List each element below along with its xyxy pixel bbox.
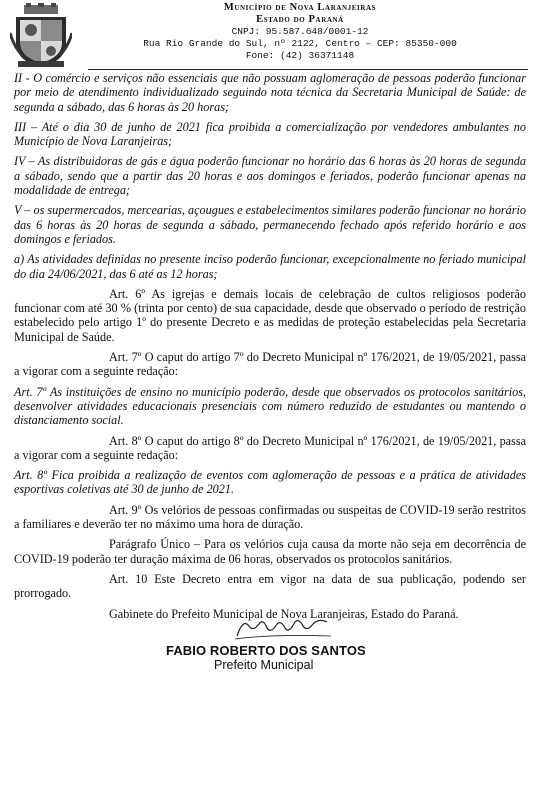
cnpj: CNPJ: 95.587.648/0001-12 (231, 26, 369, 37)
article-7-quote: Art. 7º As instituições de ensino no município poderão, desde que observados os protocolos sanitários, desenvolver atividades educacionais presenciais com número reduzido de estudantes ou mantendo o distanciamento social. (14, 384, 526, 428)
article-10: Art. 10 Este Decreto entra em vigor na data de sua publicação, podendo ser prorrogado. (14, 571, 526, 601)
letterhead-text (90, 2, 510, 62)
item-v-a: a) As atividades definidas no presente inciso poderão funcionar, excepcionalmente no feriado municipal do dia 24/06/2021, das 6 até as 12 horas; (14, 252, 526, 281)
article-9-paragraph: Parágrafo Único – Para os velórios cuja causa da morte não seja em decorrência de COVID-19 poderão ter duração máxima de 06 horas, observados os protocolos sanitários. (14, 537, 526, 566)
coat-of-arms-icon (10, 3, 72, 69)
handwritten-signature-icon (233, 612, 333, 642)
article-8-quote: Art. 8º Fica proibida a realização de eventos com aglomeração de pessoas e a prática de atividades esportivas coletivas até 30 de junho de 2021. (14, 468, 526, 497)
state-name: Estado do Paraná (256, 14, 344, 25)
item-iii: III – Até o dia 30 de junho de 2021 fica proibida a comercialização por vendedores ambulantes no Município de Nova Laranjeiras; (14, 119, 526, 149)
closing-line: Gabinete do Prefeito Municipal de Nova Laranjeiras, Estado do Paraná. (109, 606, 459, 621)
decree-body (14, 71, 526, 627)
article-6: Art. 6º As igrejas e demais locais de celebração de cultos religiosos poderão funcionar com até 30 % (trinta por cento) de sua capacidade, desde que observado o período de restrição estabelecido pelo artigo 1º do presente Decreto e as medidas de proteção estabelecidas pela Secretaria Municipal de Saúde. (14, 286, 526, 344)
article-9: Art. 9º Os velórios de pessoas confirmadas ou suspeitas de COVID-19 serão restritos a familiares e deverão ter no máximo uma hora de duração. (14, 502, 526, 532)
header-divider (88, 69, 528, 70)
signatory-name: FABIO ROBERTO DOS SANTOS (166, 643, 366, 658)
article-7: Art. 7º O caput do artigo 7º do Decreto Municipal nº 176/2021, de 19/05/2021, passa a vigorar com a seguinte redação: (14, 350, 526, 379)
phone: Fone: (42) 36371148 (245, 50, 355, 61)
letterhead (0, 0, 538, 70)
address: Rua Rio Grande do Sul, nº 2122, Centro – CEP: 85350-000 (143, 38, 457, 49)
municipality-name: Município de Nova Laranjeiras (223, 2, 377, 13)
item-v: V – os supermercados, mercearias, açougues e estabelecimentos similares poderão funcionar no horário das 6 horas às 20 horas de segunda a sábado, permanecendo fechado após referido horário e aos domingos e feriados. (14, 203, 526, 246)
item-iv: IV – As distribuidoras de gás e água poderão funcionar no horário das 6 horas às 20 horas de segunda a sábado, sendo que a partir das 20 horas e aos domingos e feriados, poderão funcionar apenas na modalidade de entrega; (14, 154, 526, 198)
item-ii: II - O comércio e serviços não essenciais que não possuam aglomeração de pessoas poderão funcionar por meio de atendimento individualizado seguindo nota técnica da Secretaria Municipal de Saúde: de segunda a sábado, das 6 horas às 20 horas; (14, 71, 526, 114)
signature-block (0, 612, 538, 674)
signatory-role: Prefeito Municipal (214, 658, 314, 672)
article-8: Art. 8º O caput do artigo 8º do Decreto Municipal nº 176/2021, de 19/05/2021, passa a vigorar com a seguinte redação: (14, 433, 526, 462)
